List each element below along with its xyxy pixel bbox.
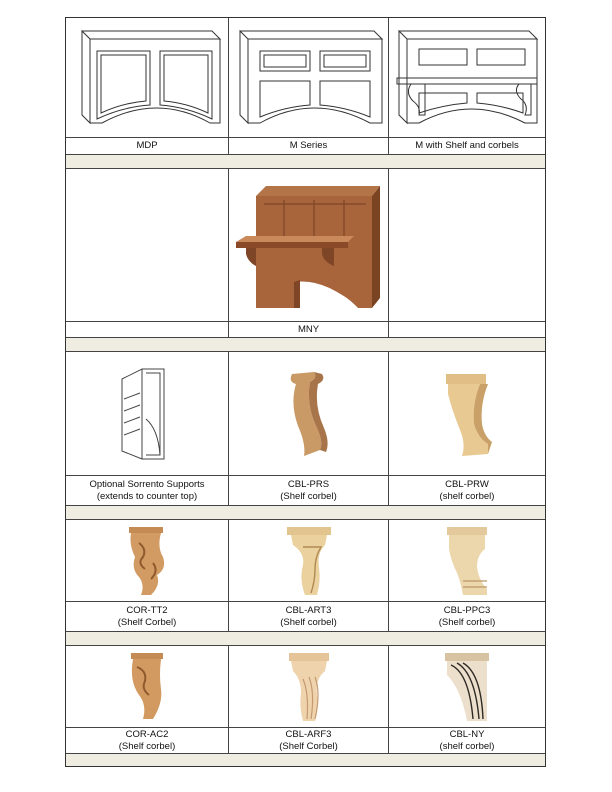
section-5-captions: [66, 728, 545, 754]
section-4-images: [66, 520, 545, 602]
section-5-images: [66, 646, 545, 728]
separator-band: [66, 155, 545, 169]
caption-cbl-prs: CBL-PRS: [287, 478, 330, 490]
caption-sorrento-note: (extends to counter top): [96, 490, 198, 502]
cbl-prw-photo-cell: [389, 352, 545, 475]
separator-band: [66, 506, 545, 520]
section-1-captions: [66, 138, 545, 155]
empty-cell: [66, 169, 229, 321]
cbl-art3-photo-cell: [229, 520, 389, 601]
m-series-hood-drawing: [234, 23, 384, 133]
caption-cor-ac2-note: (Shelf corbel): [118, 740, 176, 752]
cbl-arf3-photo-cell: [229, 646, 389, 727]
cbl-ny-photo-cell: [389, 646, 545, 727]
section-4-captions: [66, 602, 545, 632]
caption-cor-tt2: COR-TT2: [126, 604, 168, 616]
caption-cor-ac2: COR-AC2: [125, 728, 169, 740]
cor-ac2-corbel-photo: [117, 649, 177, 725]
mny-photo-cell: [229, 169, 389, 321]
section-1-images: [66, 18, 545, 138]
mdp-hood-drawing: [72, 23, 222, 133]
caption-cbl-arf3-note: (Shelf Corbel): [279, 740, 338, 752]
cor-tt2-corbel-photo: [117, 523, 177, 599]
caption-cbl-arf3: CBL-ARF3: [285, 728, 332, 740]
section-2-captions: [66, 322, 545, 338]
caption-cbl-art3-note: (Shelf corbel): [280, 616, 337, 628]
caption-cbl-ppc3-note: (Shelf corbel): [438, 616, 496, 628]
cor-tt2-photo-cell: [66, 520, 229, 601]
cbl-ppc3-photo-cell: [389, 520, 545, 601]
section-3-images: [66, 352, 545, 476]
cor-ac2-photo-cell: [66, 646, 229, 727]
separator-band: [66, 338, 545, 352]
product-sheet: [65, 17, 546, 767]
caption-mny: MNY: [297, 323, 320, 335]
m-shelf-drawing-cell: [389, 18, 545, 137]
caption-cbl-ny-note: (shelf corbel): [439, 740, 495, 752]
separator-band: [66, 632, 545, 646]
cbl-arf3-corbel-photo: [279, 649, 339, 725]
m-series-drawing-cell: [229, 18, 389, 137]
empty-cell: [389, 169, 545, 321]
cbl-prs-photo-cell: [229, 352, 389, 475]
caption-cor-tt2-note: (Shelf Corbel): [117, 616, 177, 628]
caption-cbl-art3: CBL-ART3: [285, 604, 332, 616]
caption-mdp: MDP: [136, 140, 158, 151]
m-shelf-corbels-drawing: [393, 23, 541, 133]
caption-m-series: M Series: [289, 140, 328, 151]
cbl-ppc3-corbel-photo: [437, 523, 497, 599]
caption-cbl-ny: CBL-NY: [449, 728, 485, 740]
sorrento-drawing-cell: [66, 352, 229, 475]
caption-sorrento: Optional Sorrento Supports: [89, 478, 205, 490]
cbl-ny-corbel-photo: [437, 649, 497, 725]
cbl-art3-corbel-photo: [279, 523, 339, 599]
caption-cbl-ppc3: CBL-PPC3: [443, 604, 491, 616]
section-3-captions: [66, 476, 545, 506]
sorrento-support-drawing: [102, 359, 192, 469]
caption-cbl-prw: CBL-PRW: [445, 478, 489, 490]
section-2-images: [66, 169, 545, 322]
caption-cbl-prw-note: (shelf corbel): [439, 490, 495, 502]
cbl-prw-corbel-photo: [432, 364, 502, 464]
caption-m-shelf-corbels: M with Shelf and corbels: [415, 140, 519, 151]
mdp-drawing-cell: [66, 18, 229, 137]
caption-cbl-prs-note: (Shelf corbel): [280, 490, 337, 502]
separator-band: [66, 754, 545, 766]
mny-hood-photo: [234, 180, 384, 310]
cbl-prs-corbel-photo: [274, 364, 344, 464]
